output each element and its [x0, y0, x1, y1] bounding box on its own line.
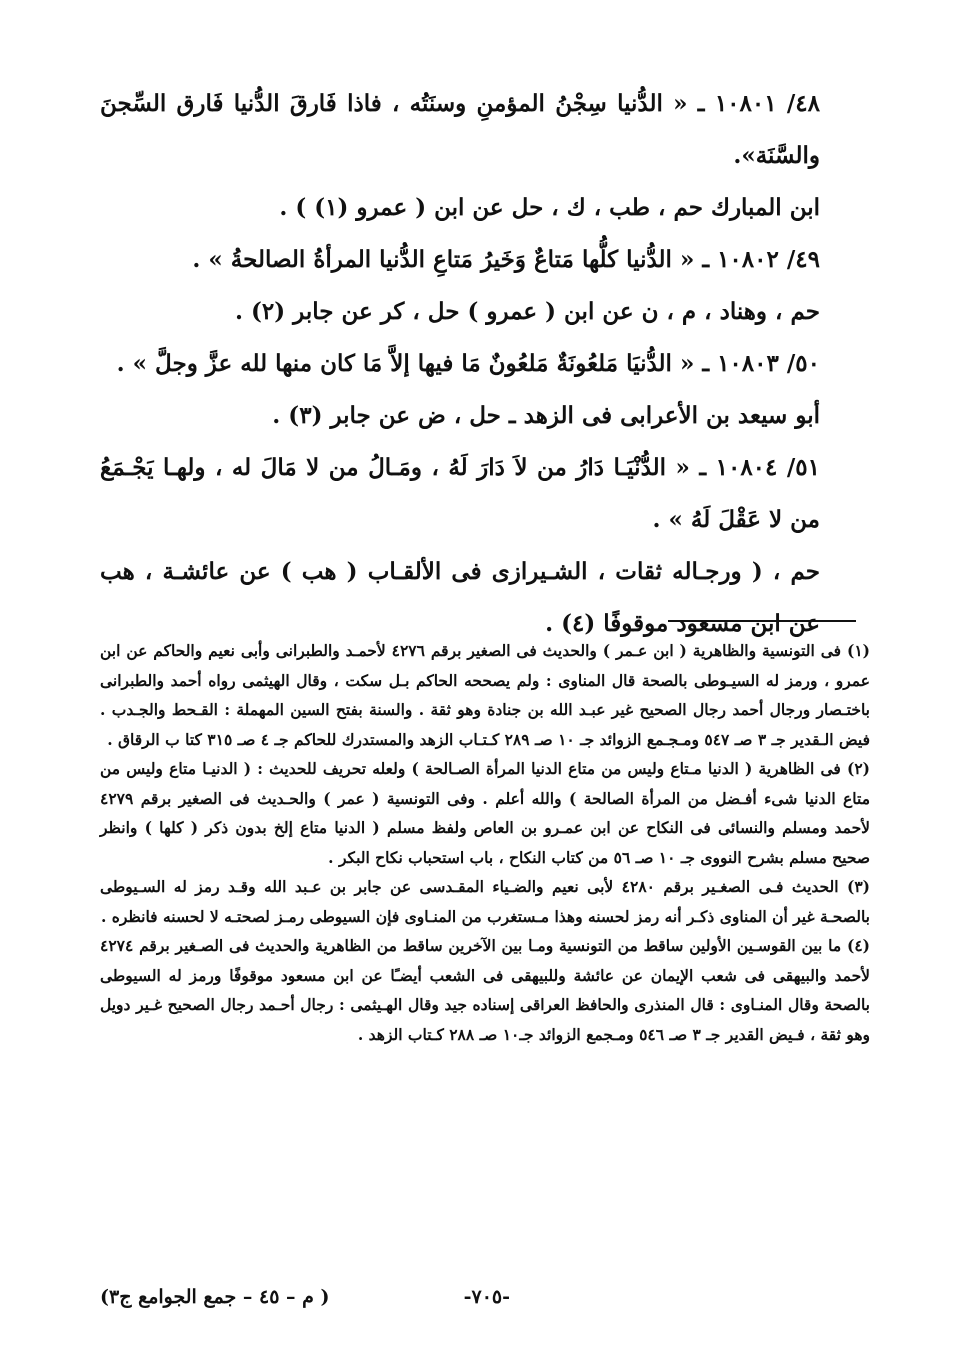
footnote-2: (٢) فى الظاهرية ( الدنيا مـتاع وليس من متاع الدنيا المرأة الصـالحة ) ولعله تحريف للحديث : ( الدنيـا متاع وليس من متاع الدنيا شىء أفـضل من المرأة الصالحة ) والله أعلم . وفى التونسية ( عمر ) والحـديث فى الصغير برقم ٤٢٧٩ لأحمد ومسلم والنسائى فى النكاح عن ابن عمـرو بن العاص ولفظ مسلم ( الدنيا متاع إلخ بدون ذكر ( كلها ) وانظر صحيح مسلم بشرح النووى جـ ١٠ صـ ٥٦ من كتاب النكاح ، باب استحباب نكاح البكر .: [100, 759, 870, 867]
hadith-49: ٤٩/ ١٠٨٠٢ ـ « الدُّنيا كلُّها مَتاعٌ وَخَيرُ مَتاعِ الدُّنيا المرأةُ الصالحةُ » .: [192, 246, 820, 273]
source-49: حم ، وهناد ، م ، ن عن ابن ( عمرو ) حل ، كر عن جابر (٢) .: [235, 298, 820, 325]
footnote-1: (١) فى التونسية والظاهرية ( ابن عـمر ) والحديث فى الصغير برقم ٤٢٧٦ لأحمـد والطبرانى وأبى نعيم والحاكم عن ابن عمرو ، ورمز له السيـوطى بالصحة قال المناوى : ولم يصححه الحاكم بـل سكت ، وقال الهيثمى رواه أحمد والطبرانى باختـصار ورجال أحمد رجال الصحيح غير عبـد الله بن جنادة وهو ثقة . والسنة بفتح السين المهملة : القـحط والجـدب . فيض الـقدير جـ ٣ صـ ٥٤٧ ومـجـمع الزوائد جـ ١٠ صـ ٢٨٩ كـتـاب الزهد والمستدرك للحاكم جـ ٤ صـ ٣١٥ كتا ب الرقاق .: [100, 641, 870, 749]
source-51: حم ، ( ورجـاله ثقات ، الشـيرازى فى الألقـاب ( هب ) عن عائشـة ، هب عن ابن مسعود موقوفًا (٤) .: [100, 558, 820, 637]
footnote-4: (٤) ما بين القوسـين الأولين ساقط من التونسية ومـا بين الآخرين ساقط من الظاهرية والحديث فى الصـغير برقم ٤٢٧٤ لأحمد والبيهقى فى شعب الإيمان عن عائشة وللبيهقى فى الشعب أيضـًا عن ابن مسعود موقوفًا ورمز له السيوطى بالصحة وقال المنـاوى : قال المنذرى والحافظ العراقى إسناده جيد وقال الهـيثمى : رجال أحـمد رجال الصحيح غـير دويل وهو ثقة ، فـيض القدير جـ ٣ صـ ٥٤٦ ومـجمع الزوائد جـ١٠ صـ ٢٨٨ كـتاب الزهد .: [100, 936, 870, 1044]
hadith-48: ٤٨/ ١٠٨٠١ ـ « الدُّنيا سِجْنُ المؤمنِ وسنَتُه ، فاذا فَارقَ الدُّنيا فَارق السِّجنَ والسَّنَة».: [100, 90, 820, 169]
footnote-3: (٣) الحديث فـى الصغـير برقم ٤٢٨٠ لأبى نعيم والضـياء المقـدسى عن جابر بن عـبد الله وقـد رمز له السـيوطى بالصحـة غير أن المناوى ذكـر أنه رمز لحسنه وهذا مـستغرب من المنـاوى فإن السيوطى رمـز لصحتـه لا لحسنه فانظره .: [100, 877, 870, 926]
hadith-50: ٥٠/ ١٠٨٠٣ ـ « الدُّنيَا مَلعُونَةٌ مَلعُونٌ مَا فيها إلاَّ مَا كان منها لله عزَّ وجلَّ » .: [116, 350, 820, 377]
footnotes: [100, 636, 870, 1049]
hadith-51: ٥١/ ١٠٨٠٤ ـ « الدُّنْيَـا دَارُ من لاَ دَارَ لَهُ ، ومَـالُ من لا مَالَ له ، ولهـا يَجْـمَعُ من لا عَقْلَ لَهُ » .: [100, 454, 820, 533]
signature-mark: ( م – ٤٥ – جمع الجوامع ج٣): [100, 1286, 330, 1308]
page-footer: [100, 1286, 870, 1316]
main-text: [100, 78, 820, 650]
page-number: -٧٠٥-: [463, 1286, 510, 1308]
source-50: أبو سيعد بن الأعرابى فى الزهد ـ حل ، ض عن جابر (٣) .: [272, 402, 820, 429]
source-48: ابن المبارك حم ، طب ، ك ، حل عن ابن ( عمرو (١) ) .: [279, 194, 820, 221]
footnote-divider: [668, 620, 856, 622]
